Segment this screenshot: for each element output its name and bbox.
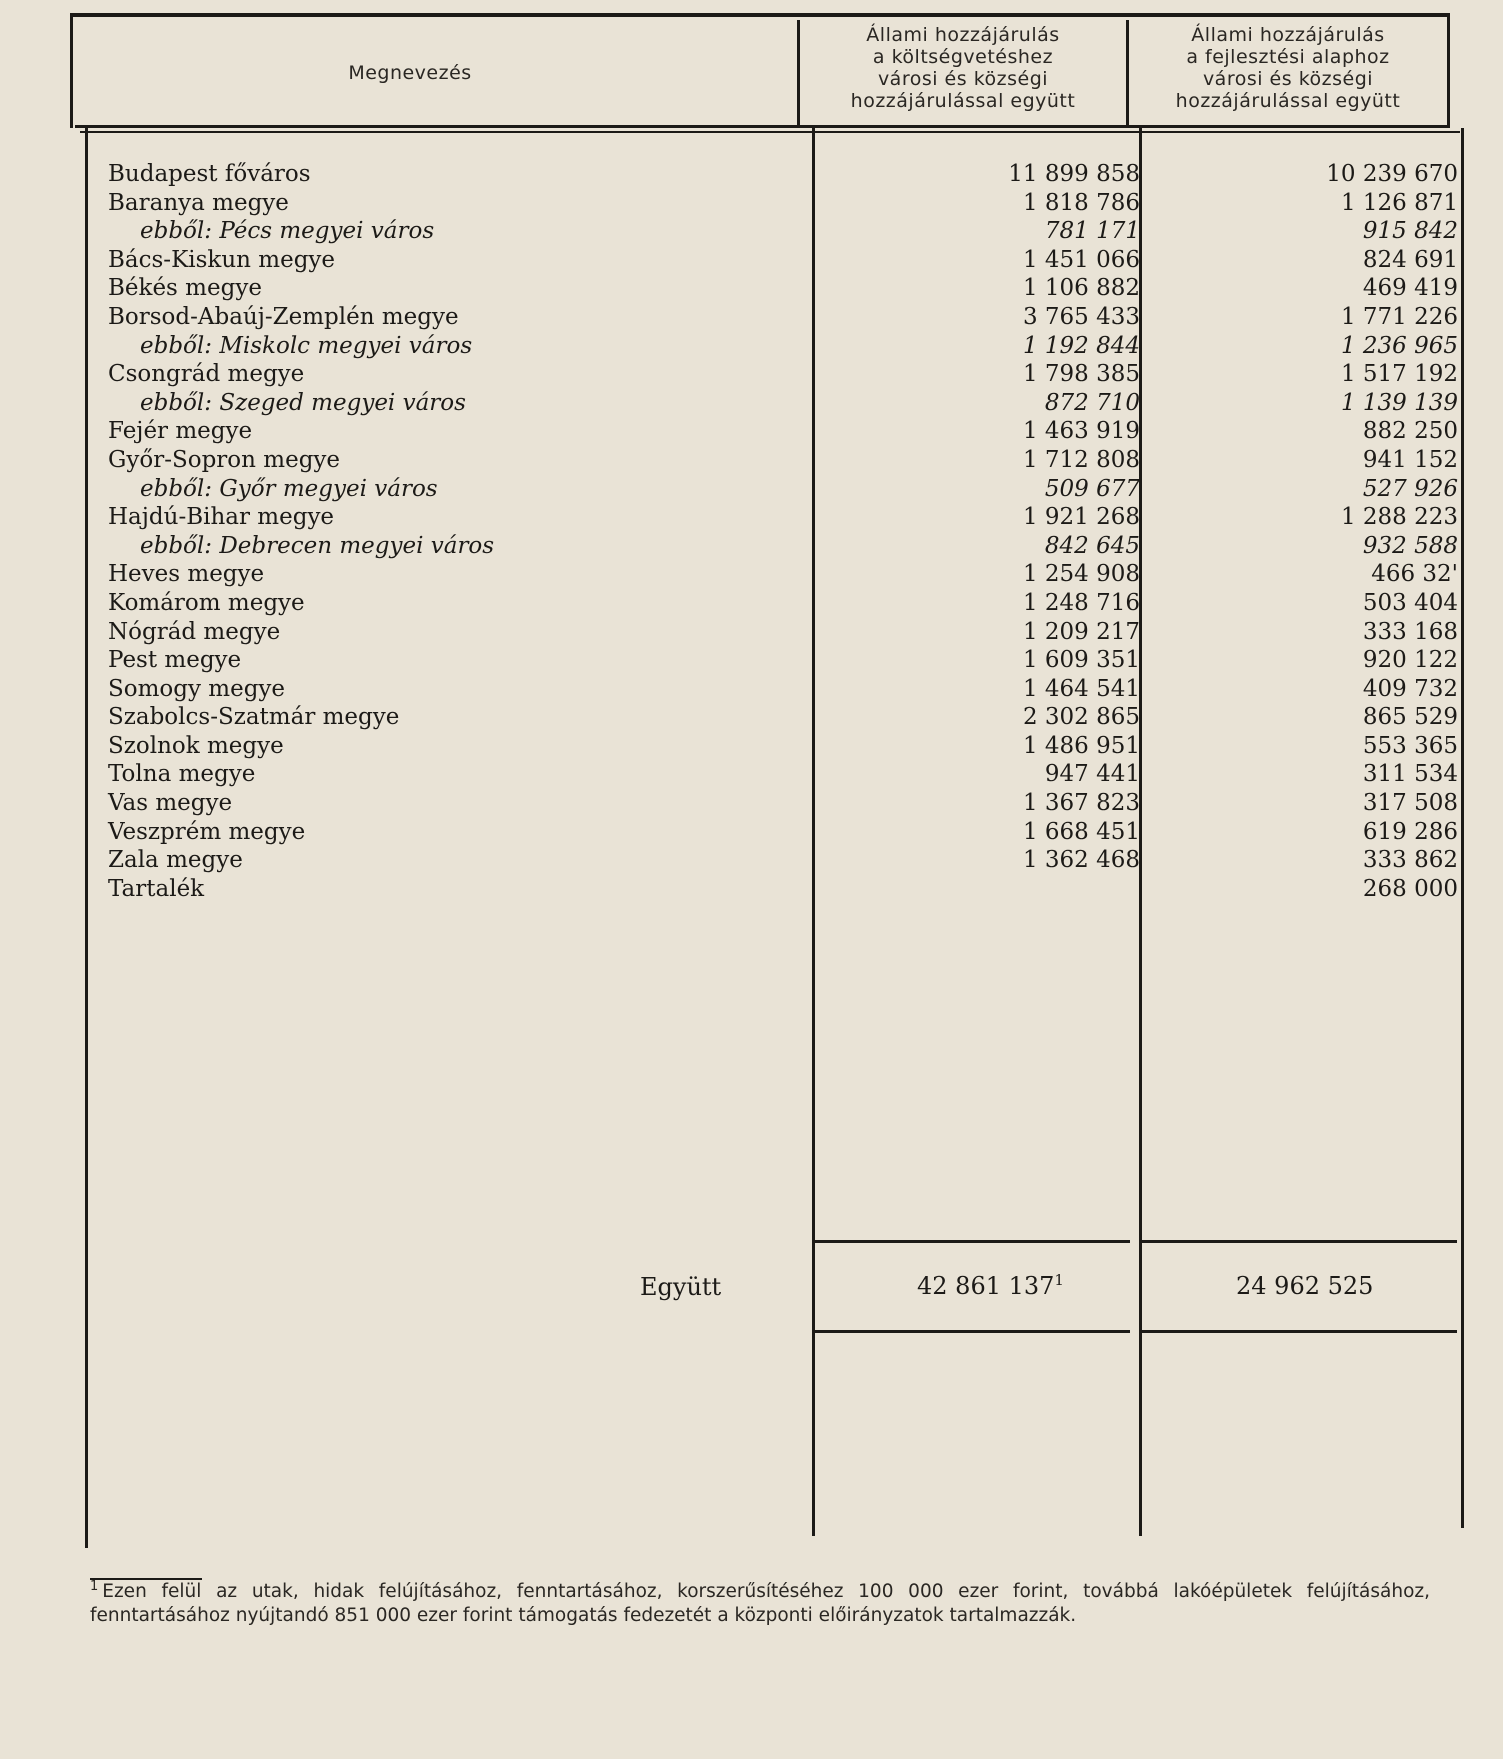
row-development-value: 1 126 871 — [1340, 189, 1458, 216]
row-budget-value: 1 254 908 — [1022, 561, 1140, 588]
row-budget-value: 947 441 — [1044, 761, 1140, 788]
row-budget-value: 2 302 865 — [1022, 704, 1140, 731]
row-development-value: 941 152 — [1362, 446, 1458, 473]
row-name: Bács-Kiskun megye — [108, 246, 336, 273]
row-name: Baranya megye — [108, 189, 289, 216]
row-name: Győr-Sopron megye — [108, 446, 341, 473]
total-bottom-rule-col2 — [1139, 1330, 1457, 1333]
row-name: Zala megye — [108, 847, 243, 874]
footnote — [90, 1580, 1430, 1628]
row-budget-value: 842 645 — [1044, 532, 1140, 559]
table-body — [108, 160, 1478, 903]
table-row — [108, 703, 1478, 732]
header-bottom-rule-2 — [80, 131, 1460, 133]
row-development-value: 268 000 — [1362, 875, 1458, 902]
row-name: Pest megye — [108, 647, 242, 674]
row-budget-value: 1 463 919 — [1022, 418, 1140, 445]
row-development-value: 1 771 226 — [1340, 303, 1458, 330]
table-row — [108, 417, 1478, 446]
row-budget-value: 3 765 433 — [1022, 303, 1140, 330]
row-budget-value: 1 712 808 — [1022, 446, 1140, 473]
table-row — [108, 618, 1478, 647]
row-name: Fejér megye — [108, 418, 253, 445]
row-name: Heves megye — [108, 561, 265, 588]
table-row — [108, 875, 1478, 904]
table-row — [108, 732, 1478, 761]
row-budget-value: 1 609 351 — [1022, 647, 1140, 674]
table-row — [108, 789, 1478, 818]
table-row — [108, 217, 1478, 246]
row-budget-value: 1 921 268 — [1022, 504, 1140, 531]
footnote-reference: 1 — [1054, 1271, 1064, 1289]
row-name: ebből: Miskolc megyei város — [140, 332, 473, 359]
total-bottom-rule-col1 — [812, 1330, 1130, 1333]
row-development-value: 932 588 — [1362, 532, 1458, 559]
header-development-column: Állami hozzájárulás a fejlesztési alaphoz városi és községi hozzájárulással együtt — [1175, 24, 1401, 112]
row-name: Hajdú-Bihar megye — [108, 504, 335, 531]
table-row — [108, 675, 1478, 704]
table-row — [108, 475, 1478, 504]
row-budget-value: 1 106 882 — [1022, 275, 1140, 302]
table-row — [108, 332, 1478, 361]
table-row — [108, 503, 1478, 532]
row-budget-value: 1 798 385 — [1022, 361, 1140, 388]
row-name: Csongrád megye — [108, 361, 305, 388]
row-development-value: 527 926 — [1362, 475, 1458, 502]
total-label: Együtt — [640, 1273, 722, 1301]
row-name: ebből: Pécs megyei város — [140, 218, 435, 245]
table-row — [108, 446, 1478, 475]
header-budget-column: Állami hozzájárulás a költségvetéshez városi és községi hozzájárulással együtt — [850, 24, 1076, 112]
row-name: Szolnok megye — [108, 732, 284, 759]
table-row — [108, 274, 1478, 303]
row-development-value: 1 236 965 — [1340, 332, 1458, 359]
row-development-value: 915 842 — [1362, 218, 1458, 245]
row-name: Nógrád megye — [108, 618, 281, 645]
total-development-value: 24 962 525 — [1236, 1272, 1374, 1300]
header-megnevezes: Megnevezés — [348, 62, 472, 84]
table-row — [108, 246, 1478, 275]
row-budget-value: 1 451 066 — [1022, 246, 1140, 273]
table-row — [108, 846, 1478, 875]
row-name: Békés megye — [108, 275, 262, 302]
row-name: ebből: Debrecen megyei város — [140, 532, 495, 559]
table-row — [108, 160, 1478, 189]
table-top-border — [70, 13, 1450, 17]
table-right-border — [1447, 13, 1450, 128]
row-name: Veszprém megye — [108, 818, 306, 845]
row-development-value: 466 32' — [1371, 561, 1458, 588]
total-budget-value: 42 861 $137^1$ — [917, 1271, 1064, 1300]
row-development-value: 311 534 — [1362, 761, 1458, 788]
table-left-border — [70, 13, 73, 128]
row-budget-value: 1 192 844 — [1022, 332, 1140, 359]
row-name: Szabolcs-Szatmár megye — [108, 704, 400, 731]
table-left-border-lower — [85, 128, 88, 1548]
row-budget-value: 1 464 541 — [1022, 675, 1140, 702]
row-budget-value: 1 248 716 — [1022, 589, 1140, 616]
row-budget-value: 1 668 451 — [1022, 818, 1140, 845]
table-row — [108, 589, 1478, 618]
row-budget-value: 509 677 — [1044, 475, 1140, 502]
row-development-value: 333 862 — [1362, 847, 1458, 874]
row-name: ebből: Szeged megyei város — [140, 389, 466, 416]
footnote-mark: 1 — [90, 1578, 99, 1594]
row-development-value: 317 508 — [1362, 790, 1458, 817]
row-name: Somogy megye — [108, 675, 286, 702]
total-top-rule-col1 — [812, 1240, 1130, 1243]
row-budget-value: 781 171 — [1044, 218, 1140, 245]
row-budget-value: 1 486 951 — [1022, 732, 1140, 759]
footnote-text: Ezen felül az utak, hidak felújításához, fenntartásához, korszerűsítéséhez 100 000 ezer forint, továbbá lakóépületek felújításához, fenntartásához nyújtandó 851 000 ezer forint támogatás fedezetét a központi előirányzatok tartalmazzák. — [90, 1581, 1430, 1626]
row-development-value: 409 732 — [1362, 675, 1458, 702]
row-budget-value: 11 899 858 — [1008, 161, 1140, 187]
row-name: Tartalék — [108, 875, 205, 902]
table-row — [108, 560, 1478, 589]
row-development-value: 920 122 — [1362, 647, 1458, 674]
table-row — [108, 303, 1478, 332]
row-name: Vas megye — [108, 790, 233, 817]
row-development-value: 824 691 — [1362, 246, 1458, 273]
row-name: Borsod-Abaúj-Zemplén megye — [108, 303, 459, 330]
row-budget-value: 1 362 468 — [1022, 847, 1140, 874]
row-development-value: 1 139 139 — [1340, 389, 1458, 416]
table-row — [108, 189, 1478, 218]
row-name: Komárom megye — [108, 589, 305, 616]
row-development-value: 1 288 223 — [1340, 504, 1458, 531]
row-development-value: 619 286 — [1362, 818, 1458, 845]
header-bottom-rule — [75, 125, 1450, 128]
row-development-value: 882 250 — [1362, 418, 1458, 445]
row-budget-value: 1 209 217 — [1022, 618, 1140, 645]
row-development-value: 503 404 — [1362, 589, 1458, 616]
row-budget-value: 872 710 — [1044, 389, 1140, 416]
row-development-value: 1 517 192 — [1340, 361, 1458, 388]
table-row — [108, 389, 1478, 418]
row-budget-value: 1 818 786 — [1022, 189, 1140, 216]
row-name: Tolna megye — [108, 761, 256, 788]
total-top-rule-col2 — [1139, 1240, 1457, 1243]
row-development-value: 10 239 670 — [1326, 161, 1458, 187]
row-development-value: 333 168 — [1362, 618, 1458, 645]
table-row — [108, 818, 1478, 847]
row-name: ebből: Győr megyei város — [140, 475, 438, 502]
row-development-value: 553 365 — [1362, 732, 1458, 759]
table-row — [108, 360, 1478, 389]
table-row — [108, 532, 1478, 561]
row-name: Budapest főváros — [108, 161, 311, 187]
table-row — [108, 646, 1478, 675]
row-development-value: 469 419 — [1362, 275, 1458, 302]
row-budget-value: 1 367 823 — [1022, 790, 1140, 817]
row-development-value: 865 529 — [1362, 704, 1458, 731]
table-row — [108, 760, 1478, 789]
